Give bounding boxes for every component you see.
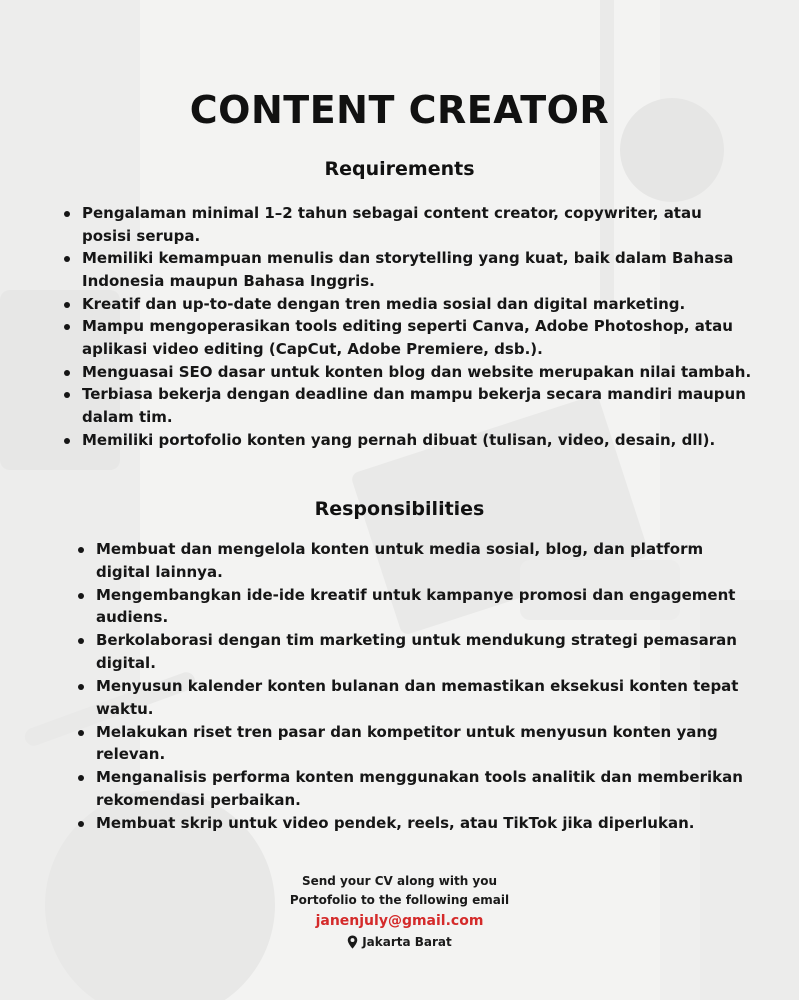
footer-line-2: Portofolio to the following email bbox=[289, 893, 510, 907]
list-item: Membuat dan mengelola konten untuk media sosial, blog, dan platform digital lainnya. bbox=[78, 538, 748, 583]
list-item: Mengembangkan ide-ide kreatif untuk kampanye promosi dan engagement audiens. bbox=[78, 584, 748, 629]
list-item: Membuat skrip untuk video pendek, reels, atau TikTok jika diperlukan. bbox=[78, 812, 748, 835]
list-item: Berkolaborasi dengan tim marketing untuk mendukung strategi pemasaran digital. bbox=[78, 629, 748, 674]
list-item: Menyusun kalender konten bulanan dan memastikan eksekusi konten tepat waktu. bbox=[78, 675, 748, 720]
footer bbox=[0, 872, 799, 955]
list-item: Memiliki portofolio konten yang pernah dibuat (tulisan, video, desain, dll). bbox=[64, 429, 754, 452]
list-item: Menguasai SEO dasar untuk konten blog dan website merupakan nilai tambah. bbox=[64, 361, 754, 384]
list-item: Menganalisis performa konten menggunakan tools analitik dan memberikan rekomendasi perbaikan. bbox=[78, 766, 748, 811]
list-item: Pengalaman minimal 1–2 tahun sebagai content creator, copywriter, atau posisi serupa. bbox=[64, 202, 754, 247]
responsibilities-list bbox=[78, 538, 748, 835]
list-item: Kreatif dan up-to-date dengan tren media sosial dan digital marketing. bbox=[64, 293, 754, 316]
responsibilities-heading: Responsibilities bbox=[314, 498, 485, 520]
list-item: Terbiasa bekerja dengan deadline dan mampu bekerja secara mandiri maupun dalam tim. bbox=[64, 383, 754, 428]
list-item: Mampu mengoperasikan tools editing seperti Canva, Adobe Photoshop, atau aplikasi video editing (CapCut, Adobe Premiere, dsb.). bbox=[64, 315, 754, 360]
footer-line-1: Send your CV along with you bbox=[301, 874, 498, 888]
location-row bbox=[0, 932, 799, 955]
location-text: Jakarta Barat bbox=[362, 935, 452, 949]
list-item: Memiliki kemampuan menulis dan storytelling yang kuat, baik dalam Bahasa Indonesia maupun Bahasa Inggris. bbox=[64, 247, 754, 292]
requirements-list bbox=[64, 202, 754, 452]
requirements-heading: Requirements bbox=[324, 158, 475, 180]
page-title: CONTENT CREATOR bbox=[189, 88, 610, 132]
list-item: Melakukan riset tren pasar dan kompetitor untuk menyusun konten yang relevan. bbox=[78, 721, 748, 766]
map-pin-icon bbox=[347, 935, 358, 949]
email-link[interactable]: janenjuly@gmail.com bbox=[315, 913, 484, 929]
